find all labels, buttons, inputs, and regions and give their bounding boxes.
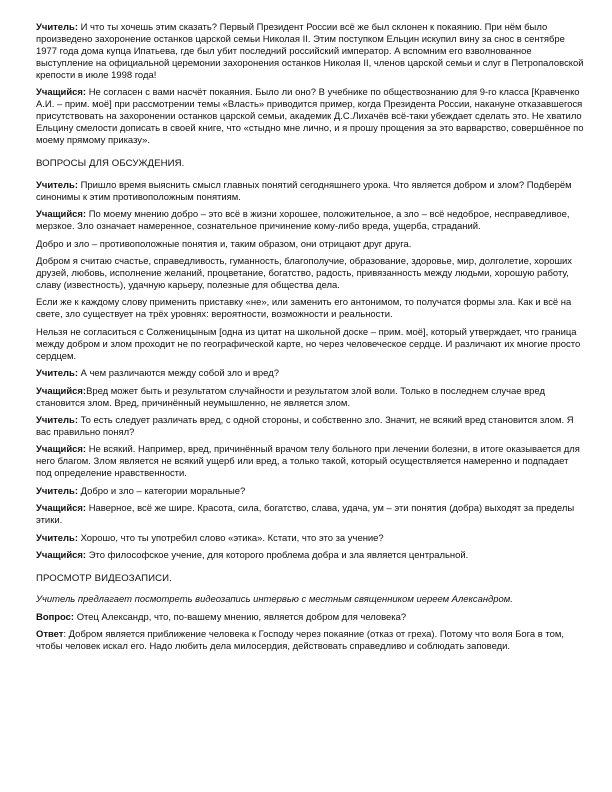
paragraph bbox=[36, 239, 584, 251]
paragraph-text: Не согласен с вами насчёт покаяния. Было ли оно? В учебнике по обществознанию для 9-го класса [Кравченко А.И. – прим. моё] при рассмотрении темы «Власть» приводится пример, когда Президента России, накануне отказавшегося присутствовать на захоронении останков царской семьи, академик Д.С.Лихачёв всё-таки убеждает сделать это. Не хватило Ельцину смелости дописать в своей книге, что «стыдно мне лично, и я прошу прощения за это варварство, совершённое по моему прямому приказу». bbox=[36, 87, 584, 147]
speaker-label: Учащийся: bbox=[36, 385, 87, 397]
paragraph bbox=[36, 180, 584, 204]
paragraph bbox=[36, 533, 584, 545]
paragraph-text: Это философское учение, для которого проблема добра и зла является центральной. bbox=[86, 549, 469, 561]
paragraph-text: Нельзя не согласиться с Солженицыным [одна из цитат на школьной доске – прим. моё], который утверждает, что граница между добром и злом проходит не по географической карте, но через человеческое сердце. И различают их многие просто сердцем. bbox=[36, 326, 581, 362]
paragraph-text: Не всякий. Например, вред, причинённый врачом телу больного при лечении болезни, в итоге оказывается для него благом. Злом является не всякий ущерб или вред, а только такой, который осуществляется намеренно и подпадает под определение нравственности. bbox=[36, 444, 580, 480]
paragraph bbox=[36, 87, 584, 147]
paragraph bbox=[36, 612, 584, 624]
paragraph-text: А чем различаются между собой зло и вред? bbox=[77, 368, 279, 380]
paragraph-text: Пришло время выяснить смысл главных понятий сегодняшнего урока. Что является добром и злом? Подберём синонимы к этим противоположным понятиям. bbox=[36, 179, 572, 203]
paragraph bbox=[36, 503, 584, 527]
paragraph bbox=[36, 629, 584, 653]
paragraph-text: Вред может быть и результатом случайности и результатом злой воли. Только в последнем случае вред становится злом. Вред, причинённый неумышленно, не является злом. bbox=[36, 385, 545, 409]
paragraph bbox=[36, 368, 584, 380]
paragraph-text: Отец Александр, что, по-вашему мнению, является добром для человека? bbox=[74, 611, 407, 623]
section-heading: ВОПРОСЫ ДЛЯ ОБСУЖДЕНИЯ. bbox=[36, 158, 185, 170]
speaker-label: Учащийся: bbox=[36, 87, 87, 99]
paragraph-text: И что ты хочешь этим сказать? Первый Президент России всё же был склонен к покаянию. При нём было произведено захоронение останков царской семьи Николая II. Этим поступком Ельцин искупил вину за снос в сентябре 1977 года дома купца Ипатьева, где был убит последний российский император. А вспомним его взволнованное выступление на официальной церемонии захоронения останков Николая II, членов царской семьи и слуг в Петропаловской крепости в июле 1998 года! bbox=[36, 22, 584, 81]
speaker-label: Учащийся: bbox=[36, 209, 87, 221]
speaker-label: Учитель: bbox=[36, 368, 78, 380]
speaker-label: Вопрос: bbox=[36, 611, 75, 623]
paragraph bbox=[36, 550, 584, 562]
document-page bbox=[36, 22, 584, 659]
paragraph bbox=[36, 22, 584, 82]
paragraph-text: Добром я считаю счастье, справедливость, гуманность, благополучие, образование, здоровье, мир, долголетие, хороших друзей, любовь, исполнение желаний, процветание, богатство, радость, привязанность между людьми, хорошую работу, славу (известность), удачную карьеру, полезные для общества дела. bbox=[36, 256, 573, 292]
paragraph bbox=[36, 386, 584, 410]
speaker-label: Ответ bbox=[36, 629, 64, 641]
paragraph bbox=[36, 444, 584, 480]
speaker-label: Учащийся: bbox=[36, 444, 87, 456]
paragraph bbox=[36, 486, 584, 498]
speaker-label: Учитель: bbox=[36, 22, 78, 33]
paragraph bbox=[36, 327, 584, 363]
speaker-label: Учитель: bbox=[36, 485, 78, 497]
paragraph-text: Хорошо, что ты употребил слово «этика». Кстати, что это за учение? bbox=[77, 532, 384, 544]
paragraph-text: : Добром является приближение человека к Господу через покаяние (отказ от греха). Потому что воля Бога в том, чтобы человек искал его. Надо любить дела милосердия, действовать справедливо и соблюдать заповеди. bbox=[36, 629, 564, 653]
paragraph-text: То есть следует различать вред, с одной стороны, и собственно зло. Значит, не всякий вред становится злом. Я вас правильно понял? bbox=[36, 415, 574, 439]
paragraph bbox=[36, 209, 584, 233]
speaker-label: Учащийся: bbox=[36, 503, 87, 515]
paragraph bbox=[36, 415, 584, 439]
paragraph bbox=[36, 297, 584, 321]
paragraph-text: Если же к каждому слову применить приставку «не», или заменить его антонимом, то получатся формы зла. Как и всё на свете, зло существует на трёх уровнях: вероятности, возможности и реальности. bbox=[36, 297, 572, 321]
paragraph-text: По моему мнению добро – это всё в жизни хорошее, положительное, а зло – всё недоброе, несправедливое, мерзкое. Зло означает намеренное, сознательное причинение кому-либо вреда, ущерба, страданий. bbox=[36, 209, 570, 233]
paragraph-text: Добро и зло – категории моральные? bbox=[77, 485, 246, 497]
speaker-label: Учитель: bbox=[36, 179, 78, 191]
speaker-label: Учитель: bbox=[36, 532, 78, 544]
speaker-label: Учащийся: bbox=[36, 549, 87, 561]
paragraph bbox=[36, 256, 584, 292]
paragraph-text: Наверное, всё же шире. Красота, сила, богатство, слава, удача, ум – эти понятия (добра) выходят за пределы этики. bbox=[36, 503, 575, 527]
section-heading: ПРОСМОТР ВИДЕОЗАПИСИ. bbox=[36, 572, 172, 584]
speaker-label: Учитель: bbox=[36, 415, 78, 427]
stage-direction: Учитель предлагает посмотреть видеозапись интервью с местным священником иереем Александром. bbox=[36, 594, 513, 606]
paragraph-text: Добро и зло – противоположные понятия и, таким образом, они отрицают друг друга. bbox=[36, 238, 412, 250]
